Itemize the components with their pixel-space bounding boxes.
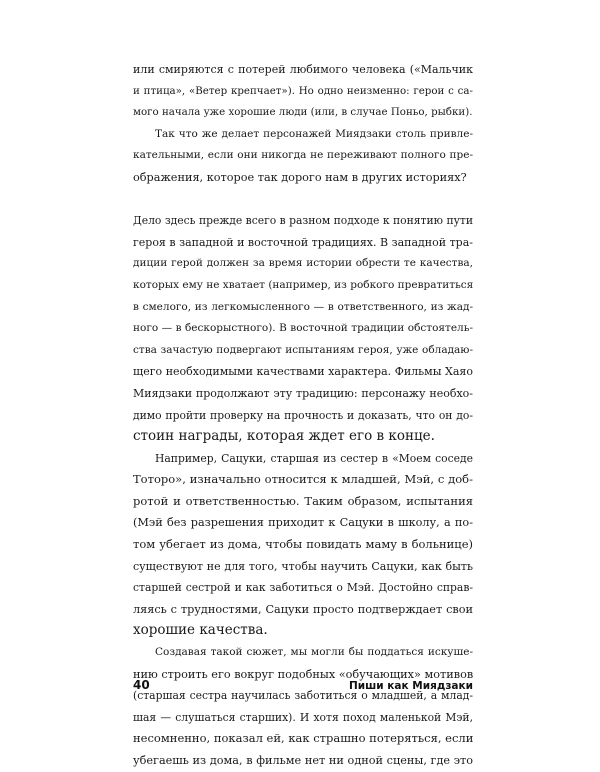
text-line: Создавая такой сюжет, мы могли бы поддаться искуше- [155,646,473,659]
text-line: или смиряются с потерей любимого человека («Мальчик [133,63,473,76]
text-line: хорошие качества. [133,622,268,639]
text-line: Дело здесь прежде всего в разном подходе к понятию пути [133,214,474,228]
text-line: которых ему не хватает (например, из робкого превратиться [133,278,474,291]
text-line: стоин награды, которая ждет его в конце. [133,428,435,445]
paragraph-5 [133,642,473,772]
text-line: диции герой должен за время истории обрести те качества, [133,257,473,270]
text-line: щего необходимыми качествами характера. Фильмы Хаяо [133,365,473,379]
text-line: Тоторо», изначально относится к младшей, Мэй, с доб- [133,472,473,487]
text-line: Например, Сацуки, старшая из сестер в «Моем соседе [155,451,473,465]
text-line: и птица», «Ветер крепчает»). Но одно неизменно: герои с са- [133,84,473,97]
text-line: убегаешь из дома, в фильме нет ни одной сцены, где это [133,754,473,767]
text-line: старшей сестрой и как заботиться о Мэй. Достойно справ- [133,581,473,595]
text-line: том убегает из дома, чтобы повидать маму в больнице) [133,537,473,552]
text-line: Миядзаки продолжают эту традицию: персонажу необхо- [133,386,473,400]
text-line: Так что же делает персонажей Миядзаки столь привле- [155,127,473,140]
text-line: ляясь с трудностями, Сацуки просто подтверждает свои [133,602,473,616]
page-number: 40 [133,678,150,692]
text-line: существуют не для того, чтобы научить Сацуки, как быть [133,559,473,573]
body-text [133,59,473,772]
running-title: Пиши как Миядзаки [348,680,473,692]
text-line: в смелого, из легкомысленного — в ответственного, из жад- [133,300,473,313]
text-line: (Мэй без разрешения приходит к Сацуки в школу, а по- [133,516,473,530]
text-line: шая — слушаться старших). И хотя поход маленькой Мэй, [133,710,473,724]
text-line: ства зачастую подвергают испытаниям героя, уже обладаю- [133,343,473,356]
text-line: несомненно, показал ей, как страшно потеряться, если [133,731,474,746]
text-line: героя в западной и восточной традициях. В западной тра- [133,235,473,249]
text-line: ного — в бескорыстного). В восточной традиции обстоятель- [133,322,473,335]
paragraph-1 [133,59,473,124]
text-line: димо пройти проверку на прочность и доказать, что он до- [133,408,473,422]
text-line: кательными, если они никогда не переживают полного пре- [133,149,473,162]
paragraph-4 [133,448,473,642]
paragraph-3 [133,210,473,448]
text-line: (старшая сестра научилась заботиться о младшей, а млад- [133,689,473,703]
text-line: ображения, которое так дорого нам в других историях? [133,170,467,184]
text-line: ротой и ответственностью. Таким образом, испытания [133,493,473,508]
text-line: нию строить его вокруг подобных «обучающих» мотивов [133,667,474,681]
paragraph-2 [133,124,473,189]
text-line: мого начала уже хорошие люди (или, в случае Поньо, рыбки). [133,106,473,119]
